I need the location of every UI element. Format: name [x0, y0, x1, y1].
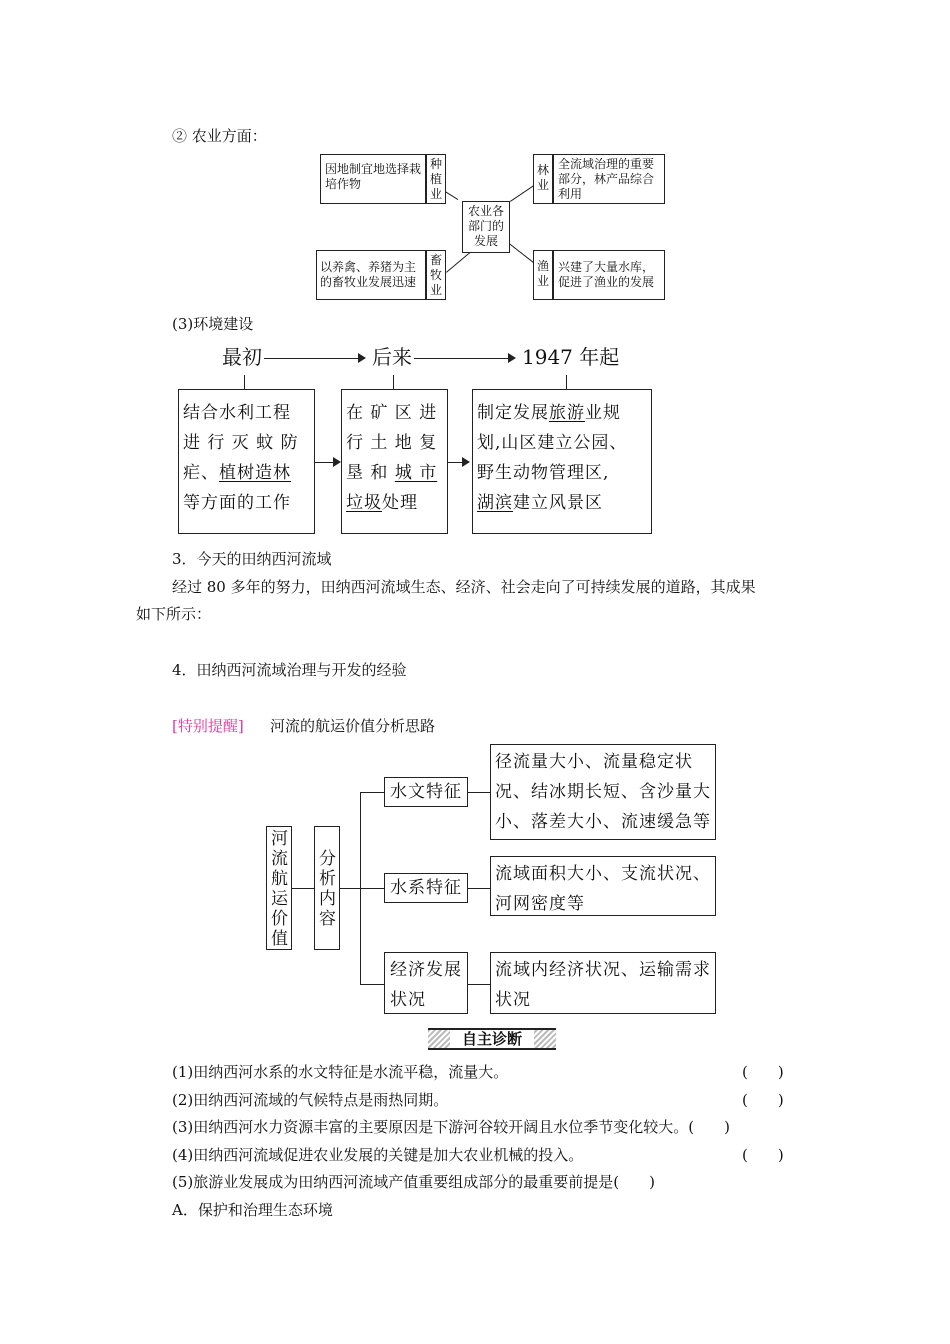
agri-label-fishery: 渔业: [533, 250, 553, 300]
nav-economy-label: 经济发展状况: [384, 952, 468, 1014]
agri-box-forestry-text: 全流域治理的重要部分，林产品综合利用: [553, 154, 665, 204]
agri-heading: ② 农业方面：: [172, 127, 267, 145]
tip-tag: [特别提醒]: [172, 717, 244, 735]
agri-box-livestock-text: 以养禽、养猪为主的畜牧业发展迅速: [316, 250, 426, 300]
agri-label-livestock: 畜牧业: [426, 250, 446, 300]
agri-label-forestry: 林业: [533, 154, 553, 204]
diagnosis-answer-2[interactable]: ( ): [742, 1091, 784, 1109]
diagnosis-answer-1[interactable]: ( ): [742, 1063, 784, 1081]
diagnosis-item-3: (3)田纳西河水力资源丰富的主要原因是下游河谷较开阔且水位季节变化较大。( ): [172, 1118, 730, 1136]
nav-economy-text: 流域内经济状况、运输需求状况: [490, 952, 716, 1014]
nav-water-system-text: 流域面积大小、支流状况、河网密度等: [490, 856, 716, 916]
nav-root-box: 河流航运价值: [266, 826, 292, 950]
section3-body-line1: 经过 80 多年的努力，田纳西河流域生态、经济、社会走向了可持续发展的道路，其成果: [172, 578, 756, 596]
diagnosis-banner: [428, 1028, 556, 1050]
nav-hydrology-text: 径流量大小、流量稳定状况、结冰期长短、含沙量大小、落差大小、流速缓急等: [490, 744, 716, 840]
diagnosis-option-a[interactable]: A．保护和治理生态环境: [172, 1201, 333, 1219]
diagnosis-item-5: (5)旅游业发展成为田纳西河流域产值重要组成部分的最重要前提是( ): [172, 1173, 655, 1191]
env-box-later: 在 矿 区 进 行 土 地 复 垦 和 城 市 垃圾处理: [341, 389, 448, 534]
section4-title: 4．田纳西河流域治理与开发的经验: [172, 661, 407, 679]
env-heading: (3)环境建设: [172, 315, 254, 333]
agri-box-fishery-text: 兴建了大量水库，促进了渔业的发展: [553, 250, 665, 300]
section3-title: 3．今天的田纳西河流域: [172, 550, 332, 568]
env-stage-initial: 最初: [222, 345, 262, 369]
agri-box-planting-text: 因地制宜地选择栽培作物: [320, 154, 426, 204]
nav-water-system-label: 水系特征: [384, 873, 468, 903]
agri-center-box: 农业各部门的发展: [462, 201, 510, 253]
diagnosis-item-4: (4)田纳西河流域促进农业发展的关键是加大农业机械的投入。: [172, 1146, 584, 1164]
env-stage-1947: 1947 年起: [522, 345, 620, 369]
diagnosis-banner-label: 自主诊断: [450, 1030, 534, 1048]
diagnosis-answer-4[interactable]: ( ): [742, 1146, 784, 1164]
agri-label-planting: 种植业: [426, 154, 446, 204]
diagnosis-item-2: (2)田纳西河流域的气候特点是雨热同期。: [172, 1091, 449, 1109]
env-box-1947: 制定发展旅游业规 划,山区建立公园、 野生动物管理区, 湖滨建立风景区: [472, 389, 652, 534]
env-box-initial: 结合水利工程 进 行 灭 蚊 防 疟、植树造林 等方面的工作: [178, 389, 315, 534]
section3-body-line2: 如下所示：: [136, 605, 212, 623]
nav-hydrology-label: 水文特征: [384, 777, 468, 807]
env-stage-later: 后来: [372, 345, 412, 369]
nav-middle-box: 分析内容: [314, 826, 340, 950]
diagnosis-item-1: (1)田纳西河水系的水文特征是水流平稳，流量大。: [172, 1063, 509, 1081]
tip-title: 河流的航运价值分析思路: [270, 717, 436, 735]
